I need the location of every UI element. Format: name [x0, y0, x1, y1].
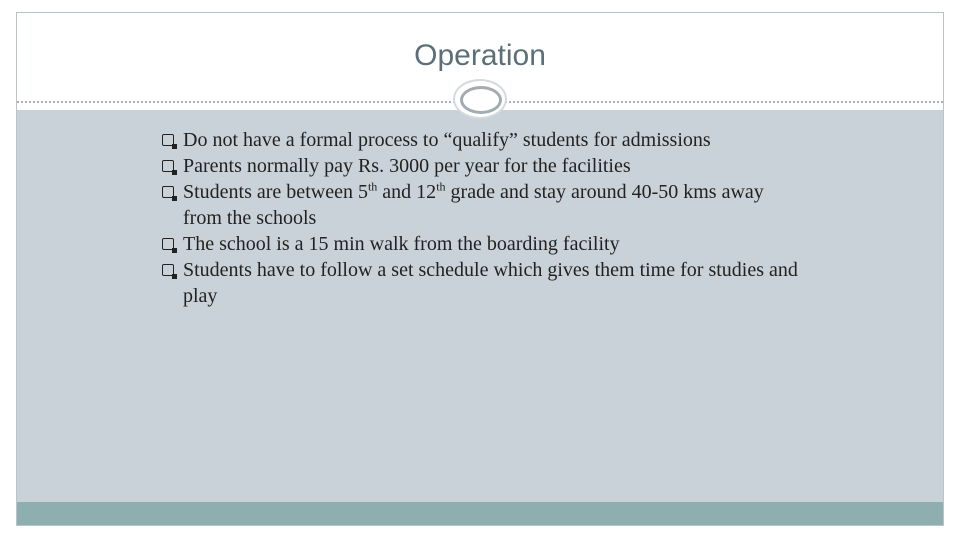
checkbox-bullet-icon [162, 238, 174, 250]
bullet-text: Do not have a formal process to “qualify” students for admissions [183, 129, 711, 151]
slide-title: Operation [414, 39, 546, 72]
bullet-text: Students have to follow a set schedule which gives them time for studies and play [183, 259, 798, 307]
oval-ring-inner [460, 86, 502, 114]
bullet-text: Students are between 5th and 12th grade and stay around 40-50 kms away from the schools [183, 179, 764, 229]
bullet-text: The school is a 15 min walk from the boarding facility [183, 233, 620, 255]
bullet-text: Parents normally pay Rs. 3000 per year for the facilities [183, 155, 631, 177]
checkbox-bullet-icon [162, 160, 174, 172]
bottom-bar [17, 502, 943, 525]
bullet-item [160, 257, 800, 309]
checkbox-bullet-icon [162, 186, 174, 198]
checkbox-bullet-icon [162, 264, 174, 276]
oval-ring-icon [455, 81, 505, 117]
bullet-list [160, 127, 800, 309]
bullet-item [160, 153, 800, 179]
bullet-item [160, 127, 800, 153]
checkbox-bullet-icon [162, 134, 174, 146]
bullet-item [160, 179, 800, 231]
bullet-item [160, 231, 800, 257]
